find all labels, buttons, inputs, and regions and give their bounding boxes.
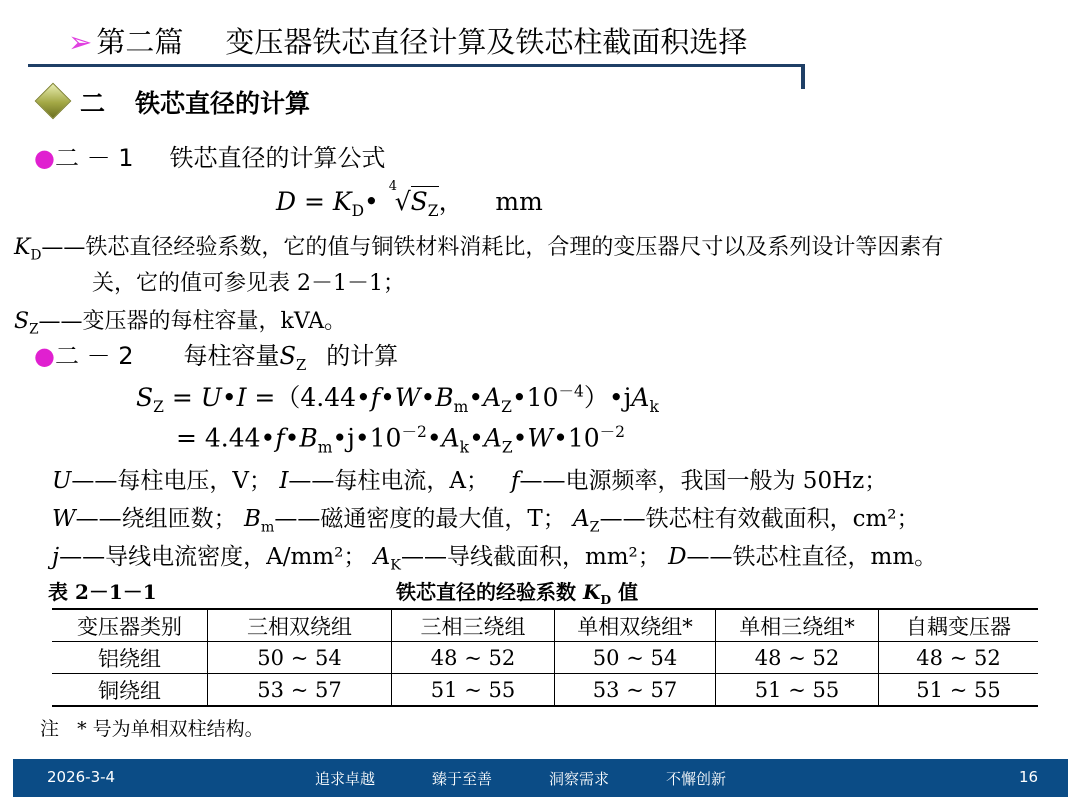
formula-capacity-line2: = $4.44•f•B_m•j•10^{-2}•A_k•A_Z•W•10^{-2}$ <box>176 423 626 457</box>
chapter-label: 第二篇 <box>96 25 184 59</box>
def-d: ——铁芯柱直径，mm。 <box>686 544 938 570</box>
table-row <box>52 674 1038 707</box>
table-header-cell: 单相双绕组* <box>555 609 716 642</box>
definitions-line1: U——每柱电压，V； I——每柱电流，A； f——电源频率，我国一般为 50Hz； <box>52 468 888 494</box>
table-cell: 51 ~ 55 <box>392 674 555 707</box>
table-label: 表 2－1－1 <box>48 580 157 604</box>
table-header-cell: 单相三绕组* <box>716 609 879 642</box>
table-caption: 铁芯直径的经验系数 $K_D$ 值 <box>396 580 639 607</box>
def-f: ——电源频率，我国一般为 50Hz； <box>519 468 888 494</box>
diamond-bullet-icon <box>35 83 72 120</box>
table-cell: 50 ~ 54 <box>208 642 392 674</box>
table-cell: 51 ~ 55 <box>716 674 879 707</box>
kd-description: $K_D——$铁芯直径经验系数，它的值与铜铁材料消耗比，合理的变压器尺寸以及系列设计等因素有 <box>14 235 944 264</box>
section-heading <box>80 84 310 120</box>
footer-slogan: 洞察需求 <box>549 770 610 788</box>
def-w: ——绕组匝数； <box>75 506 237 532</box>
table-note <box>40 714 264 741</box>
formula-core-diameter: $D = K_D•$ 4 $√S_Z$， mm <box>276 179 543 220</box>
kd-description-text: ——铁芯直径经验系数，它的值与铜铁材料消耗比，合理的变压器尺寸以及系列设计等因素有 <box>41 235 944 260</box>
chapter-title: 变压器铁芯直径计算及铁芯柱截面积选择 <box>225 25 748 59</box>
table-header-cell: 变压器类别 <box>52 609 208 642</box>
def-u: ——每柱电压，V； <box>71 468 273 494</box>
def-i: ——每柱电流，A； <box>288 468 490 494</box>
table-cell: 48 ~ 52 <box>879 642 1039 674</box>
table-header-cell: 自耦变压器 <box>879 609 1039 642</box>
sz-description: $S_Z——$变压器的每柱容量，kVA。 <box>14 309 347 338</box>
arrow-bullet-icon: ➢ <box>68 25 93 59</box>
table-note-text: * 号为单相双柱结构。 <box>77 718 264 740</box>
subsection-heading-2: ●二 － 2 每柱容量$S_Z$ 的计算 <box>34 342 399 374</box>
subsection-number: 二 － 2 <box>54 342 134 370</box>
definitions-line3: j——导线电流密度，A/mm²； $A_K——$导线截面积，mm²； D——铁芯柱直径，mm。 <box>52 544 938 574</box>
def-ak: ——导线截面积，mm²； <box>400 544 661 570</box>
table-cell: 53 ~ 57 <box>208 674 392 707</box>
table-cell: 48 ~ 52 <box>392 642 555 674</box>
header-divider-end <box>801 64 805 89</box>
table-caption-text: 铁芯直径的经验系数 <box>396 580 576 604</box>
table-cell: 53 ~ 57 <box>555 674 716 707</box>
table-header-cell: 三相三绕组 <box>392 609 555 642</box>
subsection-title-a: 每柱容量 <box>183 342 280 370</box>
page-title <box>68 20 747 61</box>
table-cell: 50 ~ 54 <box>555 642 716 674</box>
subsection-heading-1 <box>34 138 385 173</box>
table-caption-suffix: 值 <box>618 580 639 604</box>
subsection-number: 二 － 1 <box>54 144 134 172</box>
table-cell: 铝绕组 <box>52 642 208 674</box>
def-bm: ——磁通密度的最大值，T； <box>274 506 566 532</box>
table-row <box>52 642 1038 674</box>
table-cell: 铜绕组 <box>52 674 208 707</box>
def-j: ——导线电流密度，A/mm²； <box>59 544 367 570</box>
formula-unit: mm <box>495 187 543 216</box>
table-cell: 48 ~ 52 <box>716 642 879 674</box>
subsection-title: 铁芯直径的计算公式 <box>169 144 386 172</box>
subsection-title-b: 的计算 <box>326 342 399 370</box>
formula-capacity-line1: $S_Z$ = U•I $=(4.44•f•W•B_m•A_Z•10^{-4})•jA_k$ <box>136 382 659 416</box>
footer-slogan: 臻于至善 <box>432 770 493 788</box>
table-header-cell: 三相双绕组 <box>208 609 392 642</box>
table-header-row <box>52 609 1038 642</box>
footer-slogan: 追求卓越 <box>315 770 376 788</box>
footer-bar <box>13 759 1068 797</box>
footer-slogan: 不懈创新 <box>666 770 727 788</box>
section-title: 铁芯直径的计算 <box>135 89 311 118</box>
header-divider <box>28 64 804 67</box>
section-number: 二 <box>80 89 106 118</box>
table-note-label: 注 <box>40 718 60 740</box>
dot-bullet-icon: ● <box>34 144 55 172</box>
table-cell: 51 ~ 55 <box>879 674 1039 707</box>
sz-description-text: ——变压器的每柱容量，kVA。 <box>38 309 347 334</box>
footer-date: 2026-3-4 <box>47 768 116 786</box>
kd-description-line2: 关，它的值可参见表 2－1－1； <box>92 271 405 296</box>
coefficient-table <box>52 608 1038 707</box>
page-number: 16 <box>1019 768 1039 786</box>
def-az: ——铁芯柱有效截面积，cm²； <box>599 506 920 532</box>
definitions-line2: W——绕组匝数； $B_m——$磁通密度的最大值，T； $A_Z——$铁芯柱有效截面积，cm²； <box>52 506 920 536</box>
dot-bullet-icon: ● <box>34 342 55 370</box>
